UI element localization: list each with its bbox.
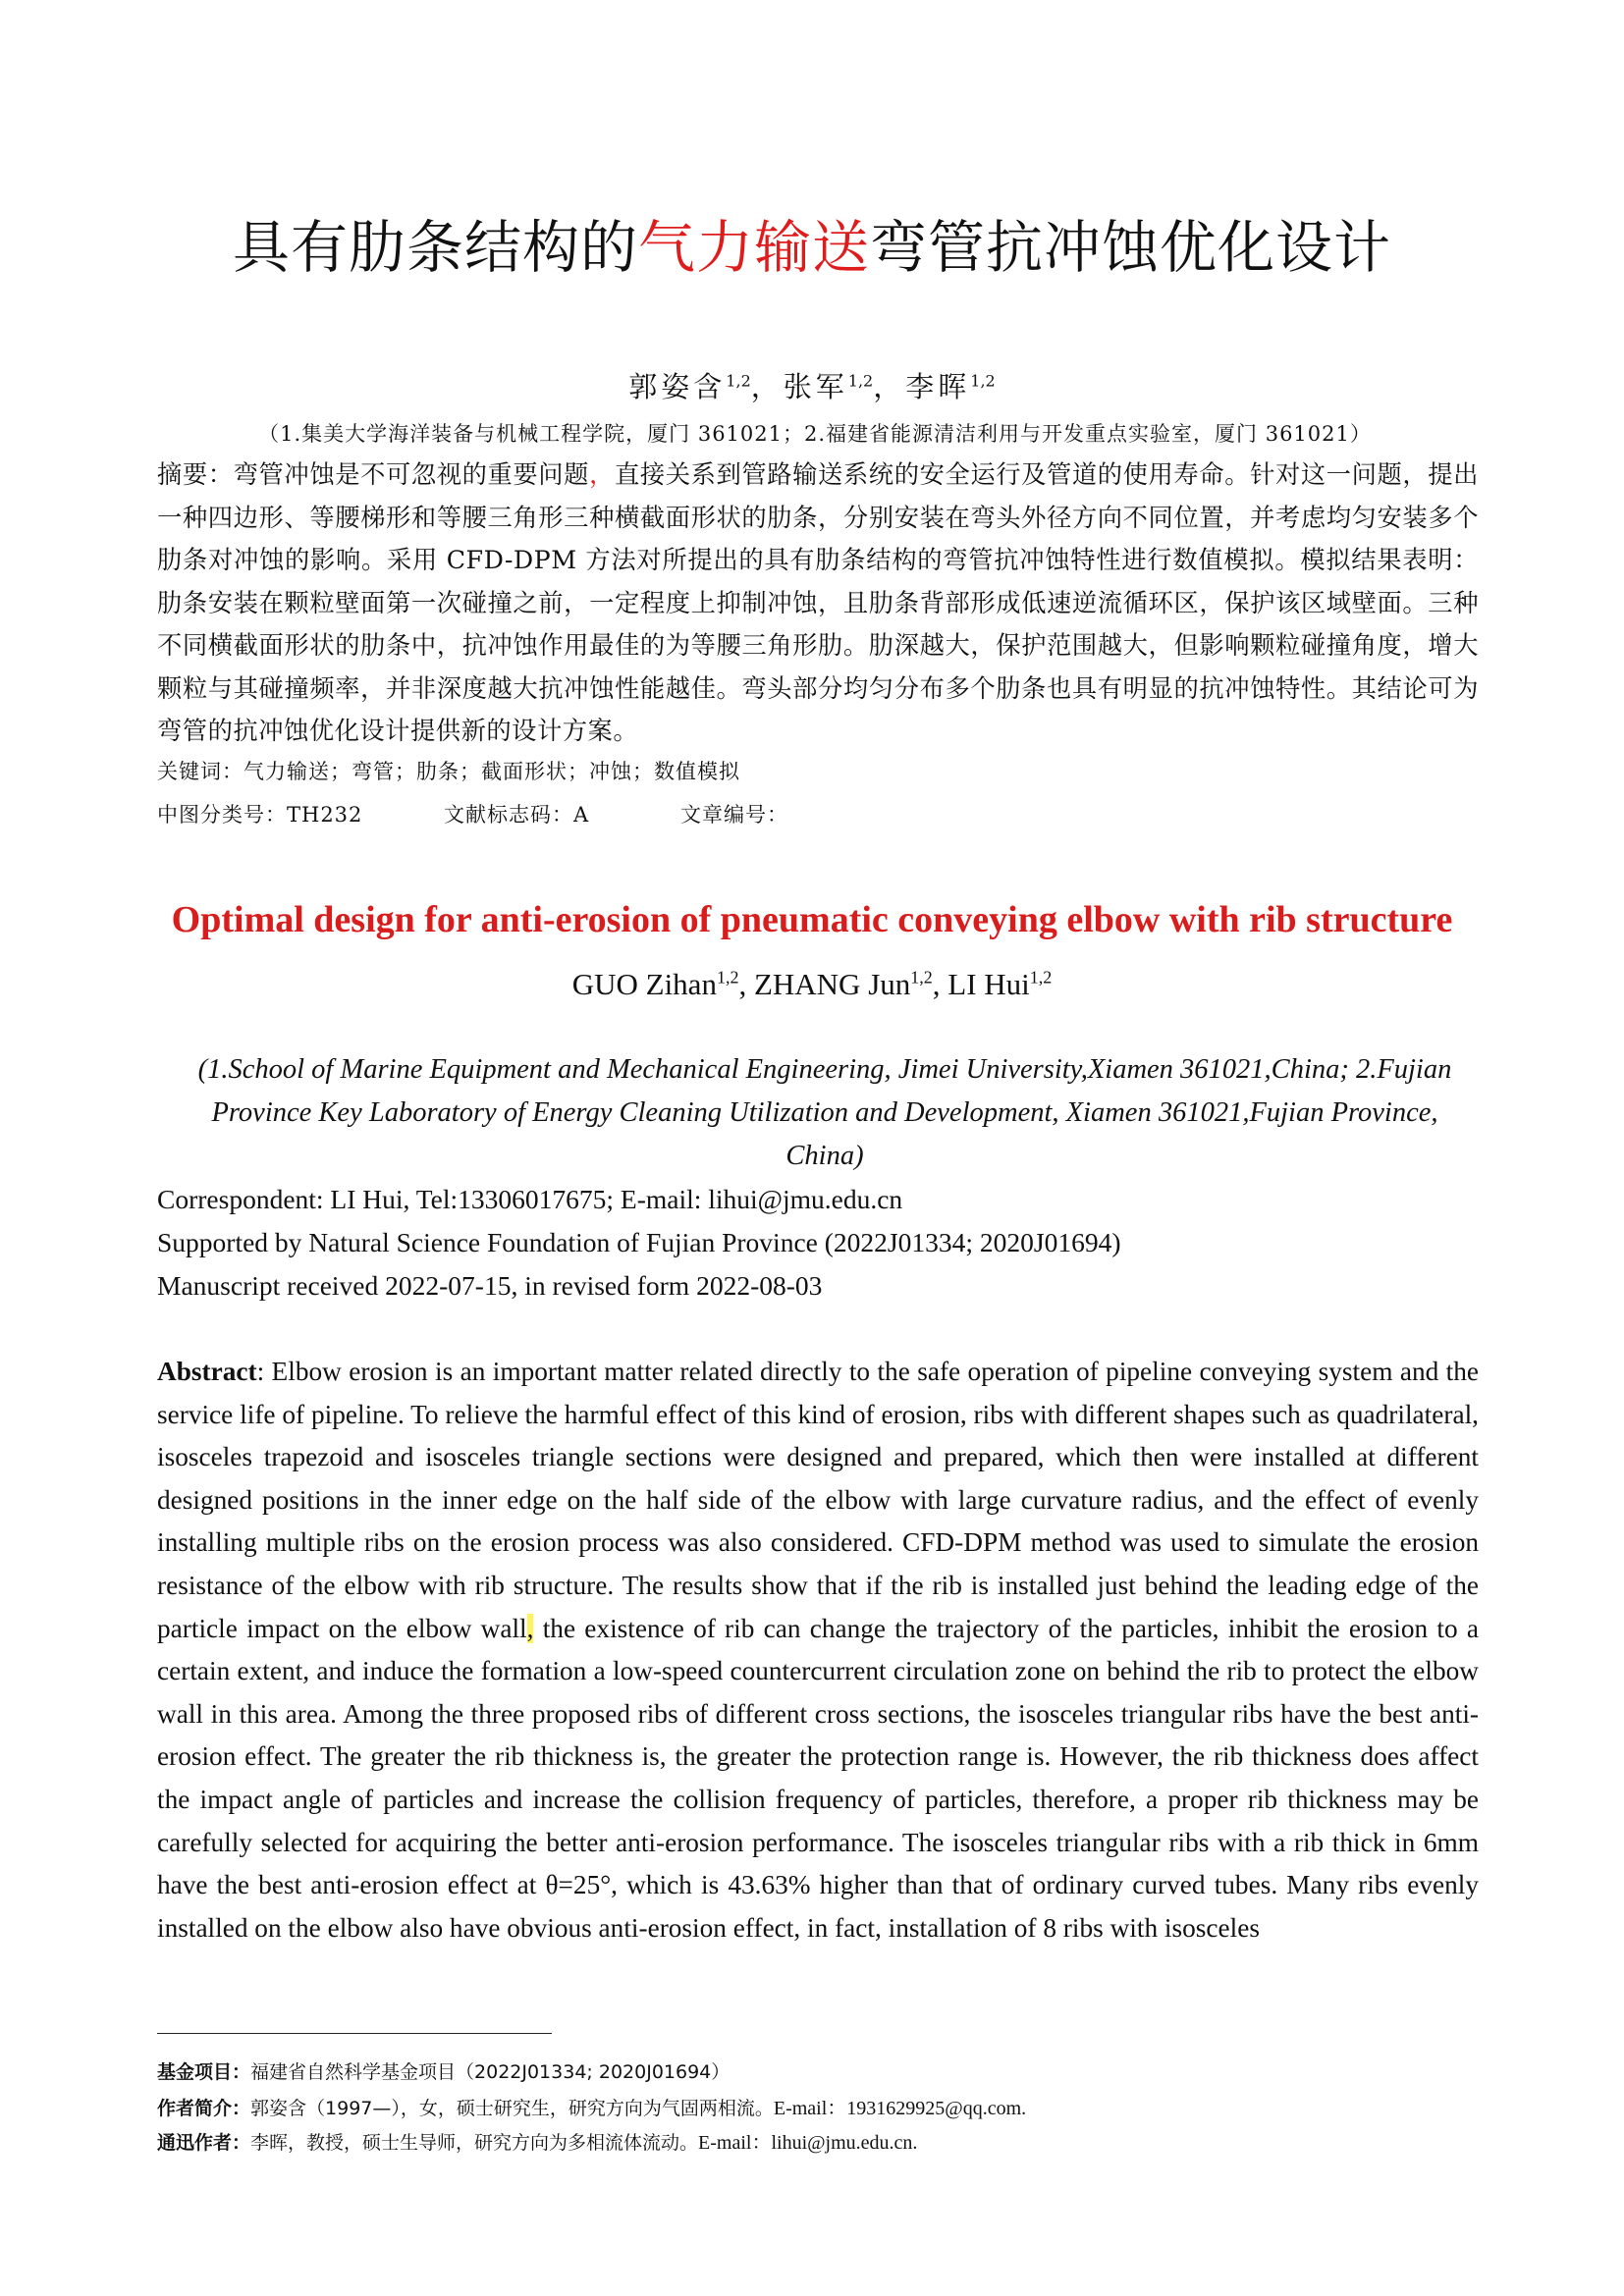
author-name: 李晖 [905,370,971,403]
author-name: LI Hui [947,967,1030,1001]
correspondent-line: Correspondent: LI Hui, Tel:13306017675; E-mail: lihui@jmu.edu.cn [157,1184,903,1214]
chinese-authors [0,365,1624,405]
abstract-red-comma: ， [589,460,615,489]
author-separator: ， [873,370,906,403]
author-separator: , [932,967,948,1001]
english-affiliation: (1.School of Marine Equipment and Mechanical Engineering, Jimei University,Xiamen 361021,China; 2.Fujian Province Key Laboratory of Energy Cleaning Utilization and Development, Xiamen 361021,Fujian Province, China) [197,1054,1452,1171]
footnote-label: 作者简介： [157,2098,251,2119]
footnote-email: E-mail：1931629925@qq.com. [773,2098,1027,2119]
title-highlight: 气力输送 [637,214,870,281]
author-name: 张军 [783,370,848,403]
abstract-text: : Elbow erosion is an important matter related directly to the safe operation of pipeline conveying system and the service life of pipeline. To relieve the harmful effect of this kind of erosion, ribs with different shapes such as quadrilateral, isosceles trapezoid and isosceles triangle sections were designed and prepared, which then were installed at different designed positions in the inner edge on the half side of the elbow with large curvature radius, and the effect of evenly installing multiple ribs on the erosion process was also considered. CFD-DPM method was used to simulate the erosion resistance of the elbow with rib structure. The results show that if the rib is installed just behind the leading edge of the particle impact on the elbow wall [157,1357,1479,1643]
author-affil-sup: 1,2 [716,967,739,988]
abstract-text: 直接关系到管路输送系统的安全运行及管道的使用寿命。针对这一问题，提出一种四边形、等腰梯形和等腰三角形三种横截面形状的肋条，分别安装在弯头外径方向不同位置，并考虑均匀安装多个肋条对冲蚀的影响。采用 CFD-DPM 方法对所提出的具有肋条结构的弯管抗冲蚀特性进行数值模拟。模拟结果表明：肋条安装在颗粒壁面第一次碰撞之前，一定程度上抑制冲蚀，且肋条背部形成低速逆流循环区，保护该区域壁面。三种不同横截面形状的肋条中，抗冲蚀作用最佳的为等腰三角形肋。肋深越大，保护范围越大，但影响颗粒碰撞角度，增大颗粒与其碰撞频率，并非深度越大抗冲蚀性能越佳。弯头部分均匀分布多个肋条也具有明显的抗冲蚀特性。其结论可为弯管的抗冲蚀优化设计提供新的设计方案。 [157,460,1479,745]
highlighted-comma: , [526,1613,534,1643]
received-line: Manuscript received 2022-07-15, in revised form 2022-08-03 [157,1270,823,1301]
abstract-text: 摘要：弯管冲蚀是不可忽视的重要问题 [157,460,590,489]
author-name: GUO Zihan [571,967,717,1001]
author-separator: , [738,967,754,1001]
author-separator: ， [750,370,784,403]
document-code: 文献标志码：A [444,803,590,827]
footnote-author-bio [157,2092,1026,2120]
footnote-text: 郭姿含（1997—），女，硕士研究生，研究方向为气固两相流。 [250,2098,774,2119]
author-affil-sup: 1,2 [910,967,933,988]
footnote-label: 通迅作者： [157,2132,251,2154]
class-number: 中图分类号：TH232 [157,803,363,827]
footnote-divider [157,2033,552,2034]
footnote-funding [157,2057,730,2084]
author-name: 郭姿含 [628,370,727,403]
footnote-corresponding [157,2126,917,2155]
title-part-1: 具有肋条结构的 [232,214,638,281]
author-affil-sup: 1,2 [726,371,751,391]
english-title: Optimal design for anti-erosion of pneumatic conveying elbow with rib structure [171,899,1453,940]
article-number: 文章编号： [680,803,788,827]
classification-line [157,799,788,828]
author-affil-sup: 1,2 [970,371,996,391]
author-name: ZHANG Jun [753,967,911,1001]
footnote-email: E-mail：lihui@jmu.edu.cn. [698,2132,918,2154]
abstract-label: Abstract [157,1357,257,1386]
english-authors [0,967,1624,1002]
chinese-affiliation: （1.集美大学海洋装备与机械工程学院，厦门 361021；2.福建省能源清洁利用与开发重点实验室，厦门 361021） [258,422,1372,446]
footnote-label: 基金项目： [157,2061,251,2083]
title-part-2: 弯管抗冲蚀优化设计 [870,214,1392,281]
abstract-text: the existence of rib can change the trajectory of the particles, inhibit the erosion to a certain extent, and induce the formation a low-speed countercurrent circulation zone on behind the rib to protect the elbow wall in this area. Among the three proposed ribs of different cross sections, the isosceles triangular ribs have the best anti-erosion effect. The greater the rib thickness is, the greater the protection range is. However, the rib thickness does affect the impact angle of particles and increase the collision frequency of particles, therefore, a proper rib thickness may be carefully selected for acquiring the better anti-erosion performance. The isosceles triangular ribs with a rib thick in 6mm have the best anti-erosion effect at θ=25°, which is 43.63% higher than that of ordinary curved tubes. Many ribs evenly installed on the elbow also have obvious anti-erosion effect, in fact, installation of 8 ribs with isosceles [157,1613,1480,1943]
chinese-abstract [157,454,1479,753]
author-affil-sup: 1,2 [1029,967,1053,988]
chinese-title [0,201,1624,284]
footnote-text: 福建省自然科学基金项目（2022J01334; 2020J01694） [250,2061,731,2083]
english-abstract [157,1351,1479,1949]
chinese-keywords: 关键词：气力输送；弯管；肋条；截面形状；冲蚀；数值模拟 [157,760,740,783]
footnote-text: 李晖，教授，硕士生导师，研究方向为多相流体流动。 [250,2132,699,2154]
funding-line: Supported by Natural Science Foundation of Fujian Province (2022J01334; 2020J01694) [157,1227,1121,1257]
author-affil-sup: 1,2 [847,371,874,391]
